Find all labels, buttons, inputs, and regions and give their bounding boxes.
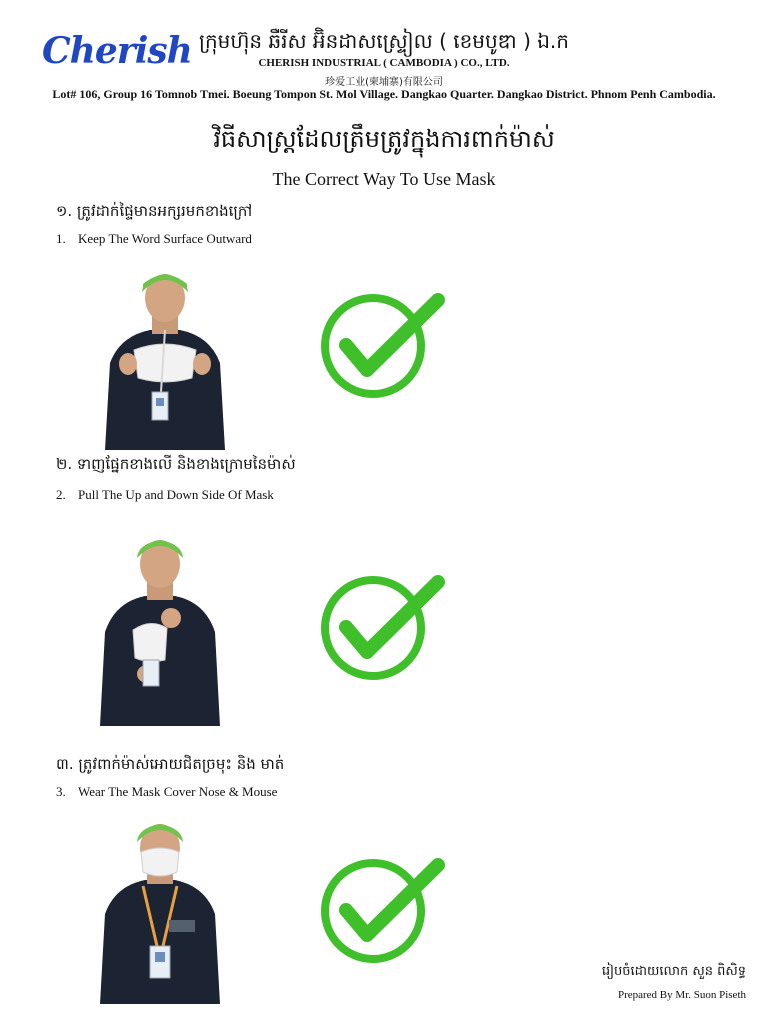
step-1-instruction <box>56 231 252 247</box>
step-3-instruction <box>56 784 277 800</box>
company-address: Lot# 106, Group 16 Tomnob Tmei. Boeung Tompon St. Mol Village. Dangkao Quarter. Dangkao District. Phnom Penh Cambodia. <box>52 87 716 101</box>
step-1-number: 1. <box>56 231 66 246</box>
company-logo: Cherish <box>42 30 192 72</box>
step-3-number: 3. <box>56 784 66 799</box>
company-name-english: CHERISH INDUSTRIAL ( CAMBODIA ) CO., LTD. <box>258 57 510 69</box>
page-title-khmer: វិធីសាស្ត្រដែលត្រឹមត្រូវក្នុងការពាក់ម៉ាស់ <box>213 125 555 153</box>
step-1-text: Keep The Word Surface Outward <box>78 231 252 246</box>
step-1-heading-khmer: ១. ត្រូវដាក់ផ្ទៃមានអក្សរមកខាងក្រៅ <box>56 202 253 220</box>
step-1-photo <box>100 268 230 450</box>
step-2-instruction <box>56 487 274 503</box>
company-name-khmer: ក្រុមហ៊ុន ឆឺរីស អ៊ិនដាសស្ទ្រៀល ( ខេមបូឌា ) ឯ.ក <box>199 29 569 53</box>
step-3-checkmark-icon <box>320 855 450 975</box>
step-2-heading-khmer: ២. ទាញផ្នែកខាងលើ និងខាងក្រោមនៃម៉ាស់ <box>56 455 296 473</box>
step-3-text: Wear The Mask Cover Nose & Mouse <box>78 784 278 799</box>
company-name-chinese: 珍爱工业(柬埔寨)有限公司 <box>325 77 443 88</box>
step-2-checkmark-icon <box>320 572 450 692</box>
step-3-photo <box>95 814 225 1004</box>
step-2-text: Pull The Up and Down Side Of Mask <box>78 487 274 502</box>
step-1-checkmark-icon <box>320 290 450 410</box>
page-title-english: The Correct Way To Use Mask <box>272 169 496 189</box>
prepared-by-english: Prepared By Mr. Suon Piseth <box>617 989 746 1001</box>
prepared-by-khmer: រៀបចំដោយលោក សួន ពិសិទ្ធ <box>601 964 746 979</box>
step-2-photo <box>95 532 225 726</box>
step-2-number: 2. <box>56 487 66 502</box>
step-3-heading-khmer: ៣. ត្រូវពាក់ម៉ាស់អោយជិតច្រមុះ និង មាត់ <box>56 755 285 773</box>
